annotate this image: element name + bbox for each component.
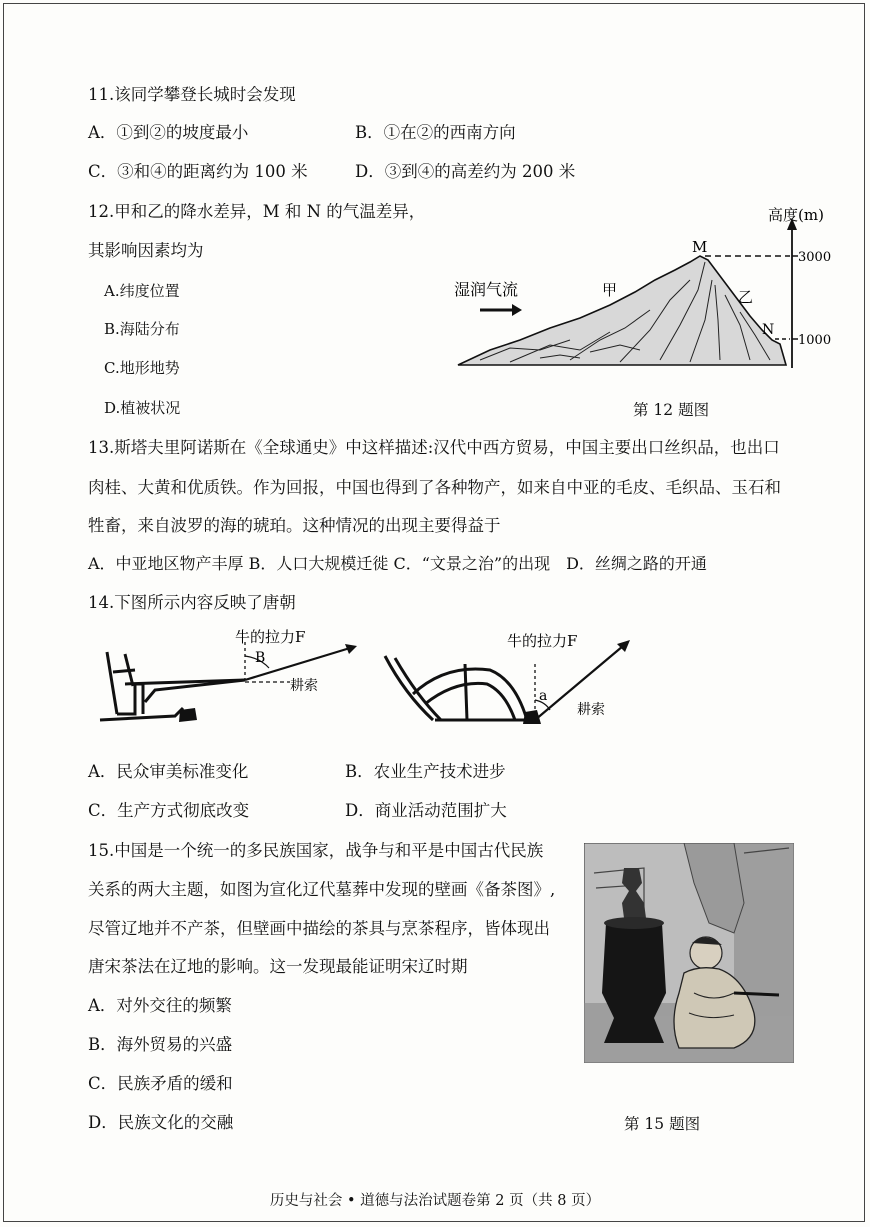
q13-line3: 牲畜，来自波罗的海的琥珀。这种情况的出现主要得益于 [88,516,501,535]
q15-mural-image [584,843,794,1063]
q12-option-b: B.海陆分布 [104,320,180,338]
rope-label-right: 耕索 [577,702,605,718]
q12-stem-line2: 其影响因素均为 [88,241,204,260]
force-label-left: 牛的拉力F [235,628,306,646]
q11-option-a: A．①到②的坡度最小 [88,123,249,142]
q15-caption: 第 15 题图 [624,1115,701,1133]
q14-option-d: D．商业活动范围扩大 [345,801,507,820]
foot-label-n: N [762,322,775,338]
q15-line1: 15.中国是一个统一的多民族国家，战争与和平是中国古代民族 [88,841,544,860]
q11-option-b: B．①在②的西南方向 [355,123,516,142]
q15-line4: 唐宋茶法在辽地的影响。这一发现最能证明宋辽时期 [88,957,468,976]
q11-stem: 11.该同学攀登长城时会发现 [88,85,296,104]
force-label-right: 牛的拉力F [507,632,578,650]
angle-label-left: B [255,650,266,666]
side-label-yi: 乙 [738,288,754,306]
q15-option-a: A．对外交往的频繁 [88,996,232,1015]
tick-3000: 3000 [798,250,832,265]
curved-plough [385,656,535,720]
side-label-jia: 甲 [602,281,618,299]
q15-option-d: D．民族文化的交融 [88,1113,234,1132]
q15-option-b: B．海外贸易的兴盛 [88,1035,233,1054]
q14-option-b: B．农业生产技术进步 [345,762,506,781]
q15-option-c: C．民族矛盾的缓和 [88,1074,233,1093]
q12-option-d: D.植被状况 [104,399,181,417]
q15-line2: 关系的两大主题，如图为宣化辽代墓葬中发现的壁画《备茶图》, [88,880,556,899]
q11-option-d: D．③到④的高差约为 200 米 [355,162,576,181]
q12-caption: 第 12 题图 [633,401,710,419]
q11-option-c: C．③和④的距离约为 100 米 [88,162,308,181]
plough-share-left [179,708,197,722]
q13-line2: 肉桂、大黄和优质铁。作为回报，中国也得到了各种物产，如来自中亚的毛皮、毛织品、玉石和 [88,478,781,497]
q12-option-c: C.地形地势 [104,359,180,377]
height-axis-label: 高度(m) [768,206,824,224]
q15-line3: 尽管辽地并不产茶，但壁画中描绘的茶具与烹茶程序，皆体现出 [88,919,550,938]
rope-label-left: 耕索 [290,678,318,694]
q14-plough-figure [95,624,655,730]
q14-stem: 14.下图所示内容反映了唐朝 [88,593,296,612]
tea-stove [602,923,666,1043]
q14-option-a: A．民众审美标准变化 [88,762,249,781]
q12-stem-line1: 12.甲和乙的降水差异，M 和 N 的气温差异， [88,202,426,221]
tick-1000: 1000 [798,333,832,348]
peak-label-m: M [692,238,708,256]
q12-mountain-figure [450,200,840,372]
q12-option-a: A.纬度位置 [104,282,180,300]
page-footer: 历史与社会 • 道德与法治试题卷第 2 页（共 8 页） [269,1193,601,1209]
q13-line1: 13.斯塔夫里阿诺斯在《全球通史》中这样描述:汉代中西方贸易，中国主要出口丝织品，也出口 [88,438,780,457]
q14-option-c: C．生产方式彻底改变 [88,801,250,820]
straight-plough [100,652,245,720]
airflow-label: 湿润气流 [454,280,519,299]
angle-label-right: a [539,688,548,704]
q13-options: A．中亚地区物产丰厚 B．人口大规模迁徙 C．“文景之治”的出现 D．丝绸之路的开通 [88,554,707,573]
